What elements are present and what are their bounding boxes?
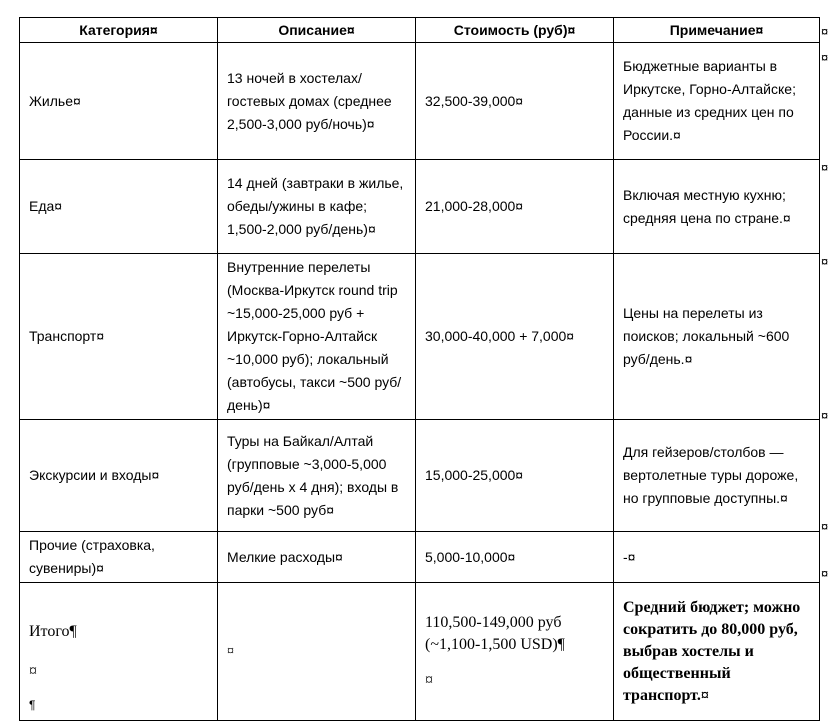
table-header-row (20, 18, 820, 43)
row-end-mark: ¤ (821, 519, 829, 534)
cell-category[interactable]: Транспорт¤ (20, 254, 218, 420)
header-cost[interactable]: Стоимость (руб)¤ (416, 18, 614, 43)
table-row-total (20, 583, 820, 721)
cell-category[interactable]: Экскурсии и входы¤ (20, 420, 218, 532)
cell-note[interactable]: Бюджетные варианты в Иркутске, Горно-Алтайске; данные из средних цен по России.¤ (614, 43, 820, 160)
total-label-text: Итого¶ (29, 622, 77, 640)
table-row-transport (20, 254, 820, 420)
table-row-housing (20, 43, 820, 160)
paragraph-mark: ¶ (29, 698, 36, 712)
cell-note[interactable]: -¤ (614, 532, 820, 583)
cell-category[interactable]: Жилье¤ (20, 43, 218, 160)
total-cost-end-mark: ¤ (425, 671, 433, 689)
table-row-excursions (20, 420, 820, 532)
cell-cost[interactable]: 32,500-39,000¤ (416, 43, 614, 160)
cell-total-cost[interactable] (416, 583, 614, 721)
cell-total-label[interactable] (20, 583, 218, 721)
cell-cost[interactable]: 30,000-40,000 + 7,000¤ (416, 254, 614, 420)
cell-total-description[interactable]: ¤ (218, 583, 416, 721)
total-cost-text: 110,500-149,000 руб (~1,100-1,500 USD)¶ (425, 613, 565, 653)
row-end-mark: ¤ (821, 160, 829, 175)
header-description[interactable]: Описание¤ (218, 18, 416, 43)
cell-category[interactable]: Прочие (страховка, сувениры)¤ (20, 532, 218, 583)
cell-description[interactable]: Внутренние перелеты (Москва-Иркутск round trip ~15,000-25,000 руб + Иркутск-Горно-Алтайск ~10,000 руб); локальный (автобусы, такси ~500 руб/день)¤ (218, 254, 416, 420)
row-end-mark: ¤ (821, 50, 829, 65)
cell-description[interactable]: Туры на Байкал/Алтай (групповые ~3,000-5,000 руб/день x 4 дня); входы в парки ~500 руб¤ (218, 420, 416, 532)
cell-note[interactable]: Включая местную кухню; средняя цена по стране.¤ (614, 160, 820, 254)
budget-table (19, 17, 820, 721)
cell-total-note[interactable]: Средний бюджет; можно сократить до 80,000 руб, выбрав хостелы и общественный транспорт.¤ (614, 583, 820, 721)
row-end-marks (821, 0, 837, 709)
cell-cost[interactable]: 5,000-10,000¤ (416, 532, 614, 583)
table-row-other (20, 532, 820, 583)
total-label-end-mark: ¤ (29, 662, 37, 680)
cell-category[interactable]: Еда¤ (20, 160, 218, 254)
header-category[interactable]: Категория¤ (20, 18, 218, 43)
cell-note[interactable]: Цены на перелеты из поисков; локальный ~600 руб/день.¤ (614, 254, 820, 420)
cell-description[interactable]: 13 ночей в хостелах/гостевых домах (среднее 2,500-3,000 руб/ночь)¤ (218, 43, 416, 160)
cell-cost[interactable]: 21,000-28,000¤ (416, 160, 614, 254)
cell-description[interactable]: Мелкие расходы¤ (218, 532, 416, 583)
row-end-mark: ¤ (821, 566, 829, 581)
row-end-mark: ¤ (821, 254, 829, 269)
row-end-mark: ¤ (821, 24, 829, 39)
cell-cost[interactable]: 15,000-25,000¤ (416, 420, 614, 532)
row-end-mark: ¤ (821, 408, 829, 423)
cell-note[interactable]: Для гейзеров/столбов — вертолетные туры дороже, но групповые доступны.¤ (614, 420, 820, 532)
cell-description[interactable]: 14 дней (завтраки в жилье, обеды/ужины в кафе; 1,500-2,000 руб/день)¤ (218, 160, 416, 254)
header-note[interactable]: Примечание¤ (614, 18, 820, 43)
table-row-food (20, 160, 820, 254)
